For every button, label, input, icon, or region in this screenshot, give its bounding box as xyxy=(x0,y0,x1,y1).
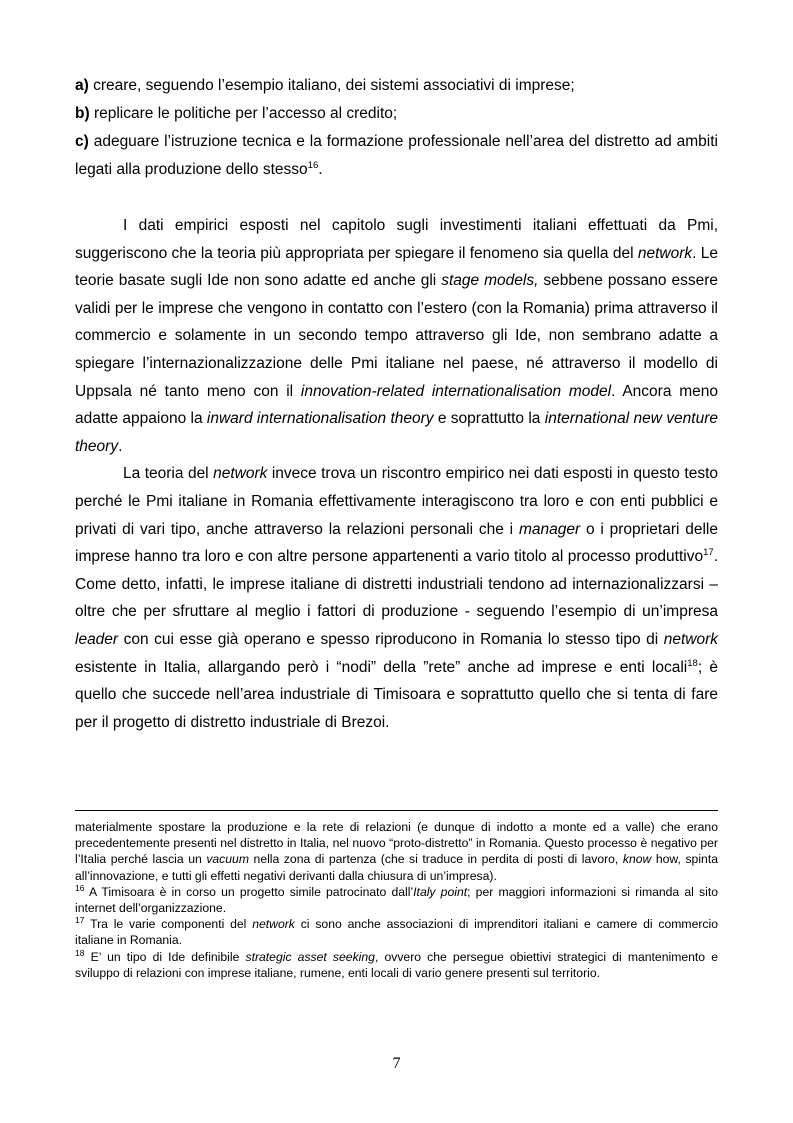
italic-term: leader xyxy=(75,630,119,648)
text-run: . Le teorie basate sugli Ide non sono adatte ed anche gli xyxy=(75,244,718,290)
text-run: Tra le varie componenti del xyxy=(84,917,253,932)
text-run: o i proprietari delle imprese hanno tra loro e con altre persone appartenenti a vario titolo al processo produttivo xyxy=(75,520,719,566)
italic-term: innovation-related internationalisation model xyxy=(300,382,612,400)
italic-term: vacuum xyxy=(206,852,249,867)
italic-term: inward internationalisation theory xyxy=(206,410,434,428)
italic-term: international new venture theory xyxy=(75,410,718,455)
footnote-ref[interactable]: 18 xyxy=(687,657,698,669)
footnote-divider xyxy=(75,810,718,811)
footnote-17 xyxy=(75,916,718,948)
list-label: a) xyxy=(75,77,89,94)
body-text xyxy=(75,212,718,736)
text-run: invece trova un riscontro empirico nei dati esposti in questo testo perché le Pmi italiane in Romania effettivamente interagiscono tra loro e con enti pubblici e privati di vari tipo, anche attraverso la relazioni personali che i xyxy=(75,465,718,538)
page-number: 7 xyxy=(392,1055,401,1072)
text-run: con cui esse già operano e spesso riproducono in Romania lo stesso tipo di xyxy=(118,630,664,648)
text-run: A Timisoara è in corso un progetto simile patrocinato dall’ xyxy=(84,884,414,899)
list-item xyxy=(75,72,718,100)
list-text: replicare le politiche per l’accesso al credito; xyxy=(93,105,398,122)
list-text: creare, seguendo l’esempio italiano, dei sistemi associativi di imprese; xyxy=(93,77,575,94)
text-run: . Come detto, infatti, le imprese italiane di distretti industriali tendono ad internazionalizzarsi – oltre che per sfruttare al meglio i fattori di produzione - seguendo l’esempio di un’impresa xyxy=(75,548,718,621)
text-run: I dati empirici esposti nel capitolo sugli investimenti italiani effettuati da Pmi, suggeriscono che la teoria più appropriata per spiegare il fenomeno sia quella del xyxy=(75,217,718,262)
list-item xyxy=(75,100,718,128)
footnote-ref[interactable]: 16 xyxy=(307,159,319,171)
paragraph xyxy=(75,212,718,460)
list-label: c) xyxy=(75,133,89,150)
text-run: esistente in Italia, allargando però i “nodi” della ”rete” anche ad imprese e enti locali xyxy=(75,658,688,676)
footnote-number: 17 xyxy=(75,915,85,926)
text-run: ; è quello che succede nell’area industriale di Timisoara e soprattutto quello che si tenta di fare per il progetto di distretto industriale di Brezoi. xyxy=(75,658,718,731)
list-text-end: . xyxy=(318,161,323,178)
text-run: E’ un tipo di Ide definibile xyxy=(84,949,246,964)
footnote-16 xyxy=(75,884,718,916)
footnotes xyxy=(75,819,718,981)
italic-term: network xyxy=(213,465,268,483)
paragraph xyxy=(75,460,718,736)
italic-term: manager xyxy=(518,520,581,538)
footnote-number: 16 xyxy=(75,882,85,893)
list-label: b) xyxy=(75,105,90,122)
italic-term: Italy point xyxy=(413,884,468,899)
text-run: ci sono anche associazioni di imprenditori italiani e camere di commercio italiane in Romania. xyxy=(75,917,718,948)
footnote-18 xyxy=(75,949,718,981)
italic-term: strategic asset seeking xyxy=(245,949,375,964)
footnote-continuation xyxy=(75,819,718,884)
text-run: e soprattutto la xyxy=(433,410,545,428)
list-text: adeguare l’istruzione tecnica e la formazione professionale nell’area del distretto ad ambiti legati alla produzione dello stesso xyxy=(75,133,718,178)
text-run: ; per maggiori informazioni si rimanda al sito internet dell’organizzazione. xyxy=(75,884,718,916)
italic-term: network xyxy=(663,630,718,648)
text-run: sebbene possano essere validi per le imprese che vengono in contatto con l’estero (con la Romania) prima attraverso il commercio e solamente in un secondo tempo attraverso gli Ide, non sembrano adatte a spiegare l’internazionalizzazione delle Pmi italiane nel paese, né attraverso il modello di Uppsala né tanto meno con il xyxy=(75,272,718,400)
italic-term: network xyxy=(637,244,693,262)
text-run: , ovvero che persegue obiettivi strategici di mantenimento e sviluppo di relazioni con imprese italiane, rumene, enti locali di vario genere presenti sul territorio. xyxy=(75,949,718,980)
footnote-number: 18 xyxy=(75,947,85,958)
main-content xyxy=(75,72,718,736)
italic-term: stage models, xyxy=(441,272,539,290)
text-run: how, spinta all’innovazione, e tutti gli effetti negativi derivanti dalla chiusura di un’impresa). xyxy=(75,852,718,883)
italic-term: network xyxy=(252,917,295,932)
text-run: materialmente spostare la produzione e la rete di relazioni (e dunque di indotto a monte ed a valle) che erano precedentemente presenti nel distretto in Italia, nel nuovo “proto-distretto” in Romania. Questo processo è negativo per l’Italia perché lascia un xyxy=(75,820,718,867)
text-run: La teoria del xyxy=(123,465,214,483)
objectives-list xyxy=(75,72,718,184)
text-run: . Ancora meno adatte appaiono la xyxy=(75,382,718,428)
text-run: . xyxy=(118,437,123,455)
list-item xyxy=(75,128,718,184)
footnote-ref[interactable]: 17 xyxy=(703,546,714,558)
italic-term: know xyxy=(622,852,652,867)
text-run: nella zona di partenza (che si traduce in perdita di posti di lavoro, xyxy=(249,852,623,867)
